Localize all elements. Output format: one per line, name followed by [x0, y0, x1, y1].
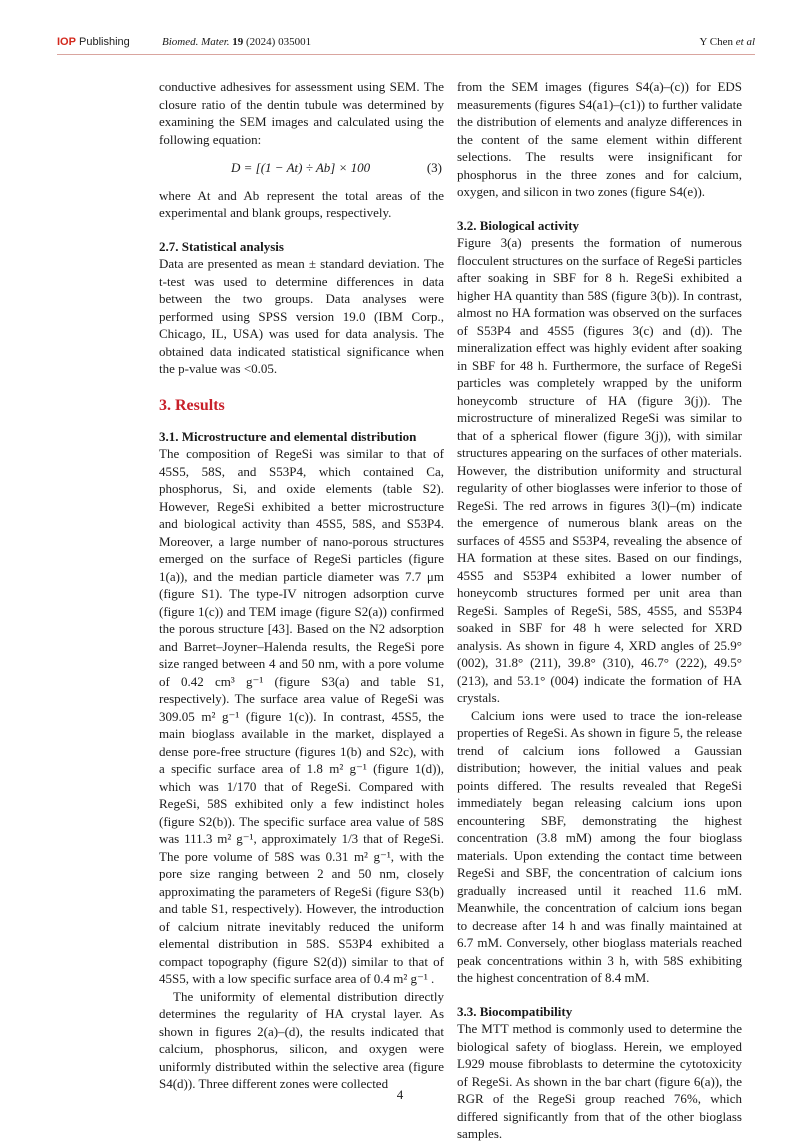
journal-name: Biomed. Mater. [162, 36, 230, 48]
journal-year-article: (2024) 035001 [246, 36, 312, 48]
author-etal: et al [735, 36, 755, 48]
journal-citation [162, 36, 311, 48]
section-heading-3-1: 3.1. Microstructure and elemental distribution [159, 428, 417, 444]
paragraph: Figure 3(a) presents the formation of numerous flocculent structures on the surface of RegeSi particles after soaking in SBF for 8 h. RegeSi exhibited a higher HA quantity than 58S (figure 3(b)). In contrast, almost no HA formation was observed on the surfaces of S53P4 and 45S5 (figures 3(c) and (d)). The mineralization effect was highly evident after soaking in SBF for 48 h. Furthermore, the surface of RegeSi particles was completely wrapped by the uniform honeycomb structure of HA (figure 3(j)). The microstructure of mineralized RegeSi was similar to that of a spherical flower (figure 3(j)), with similar structures appearing on the surfaces of other materials. However, the distribution uniformity and structural regularity of other bioglasses were inferior to those of RegeSi. The red arrows in figures 3(l)–(m) indicate the emergence of numerous blank areas on the surfaces of 45S5 and S53P4, revealing the absence of HA formation at these sites. Based on our findings, 45S5 and S53P4 exhibited a lower number of honeycomb structures formed per unit area than RegeSi. Samples of RegeSi, 58S, 45S5, and S53P4 soaked in SBF for 48 h were selected for XRD analysis. As shown in figure 4, XRD angles of 25.9° (002), 31.8° (211), 39.8° (310), 46.7° (222), 49.5° (213), and 53.1° (004) indicate the formation of HA crystals. [457, 235, 742, 705]
page-number: 4 [396, 1087, 404, 1102]
section-heading-2-7: 2.7. Statistical analysis [159, 238, 284, 254]
right-column [457, 78, 742, 1143]
paragraph: from the SEM images (figures S4(a)–(c)) for EDS measurements (figures S4(a1)–(c1)) to further validate the distribution of elements and analyze differences in the content of the same element within different selections. The results were insignificant for phosphorus in the three zones and for calcium, oxygen, and silicon in two zones (figure S4(e)). [457, 79, 742, 199]
paragraph: The MTT method is commonly used to determine the biological safety of bioglass. Herein, we employed L929 mouse fibroblasts to determine the cytotoxicity of RegeSi. As shown in the bar chart (figure 6(a)), the RGR of the RegeSi group reached 76%, which differed significantly from that of the other bioglass samples. [457, 1021, 742, 1141]
paragraph: Calcium ions were used to trace the ion-release properties of RegeSi. As shown in figure 5, the release trend of calcium ions followed a Gaussian distribution; however, the initial values and peak points differed. The results revealed that RegeSi immediately began releasing calcium ions upon encountering SBF, demonstrating the highest concentration (3.8 mM) among the four bioglass materials. Upon extending the contact time between RegeSi and SBF, the concentration of calcium ions gradually increased until it reached 11.6 mM. Meanwhile, the concentration of calcium ions began to decrease after 14 h and was finally maintained at 6.7 mM. Conversely, other bioglass materials reached peak concentrations within 3 h, with 58S exhibiting the highest concentration of 8.4 mM. [457, 707, 742, 985]
equation-number: (3) [426, 160, 442, 175]
header-rule [57, 54, 755, 55]
equation [159, 159, 444, 177]
paragraph: Data are presented as mean ± standard deviation. The t-test was used to determine differences in data between the two groups. Data analyses were performed using SPSS version 19.0 (IBM Corp., Chicago, IL, USA) was used for data analysis. The obtained data indicated statistical significance when the p-value was <0.05. [159, 256, 444, 376]
running-header [57, 36, 755, 52]
paragraph: where At and Ab represent the total areas of the experimental and blank groups, respectively. [159, 187, 444, 220]
left-column [159, 78, 444, 1093]
section-heading-3-3: 3.3. Biocompatibility [457, 1003, 573, 1019]
equation-formula: D = [(1 − At) ÷ Ab] × 100 [231, 160, 371, 175]
author-line [699, 36, 755, 48]
logo-iop: IOP [57, 36, 76, 48]
journal-volume: 19 [232, 36, 244, 48]
section-heading-3-2: 3.2. Biological activity [457, 217, 580, 233]
paragraph: conductive adhesives for assessment using SEM. The closure ratio of the dentin tubule was determined by examining the SEM images and calculated using the following equation: [159, 79, 444, 147]
logo-publishing: Publishing [79, 36, 130, 48]
paragraph: The composition of RegeSi was similar to that of 45S5, 58S, and S53P4, which contained Ca, phosphorus, Si, and oxide elements (table S2). However, RegeSi exhibited a better microstructure and biological activity than 45S5, 58S, and S53P4. Moreover, a large number of nano-porous structures emerged on the surface of RegeSi particles (figure 1(a)), and the median particle diameter was 7.7 μm (figure S1). The type-IV nitrogen adsorption curve (figure 1(c)) and TEM image (figure S2(a)) confirmed the porous structure [43]. Based on the N2 adsorption and Barret–Joyner–Halenda results, the RegeSi pore size ranged between 4 and 50 nm, with a pore volume of 0.42 cm³ g⁻¹ (figure S3(a) and table S1, respectively). The surface area value of RegeSi was 309.05 m² g⁻¹ (figure 1(c)). In contrast, 45S5, the main bioglass available in the market, displayed a dense pore-free structure (figures 1(b) and S2c), with a specific surface area of 1.8 m² g⁻¹ (figure 1(d)), which was 1/170 that of RegeSi. Compared with RegeSi, 58S exhibited only a few indistinct holes (figure S2(b)). The specific surface area value of 58S was 111.3 m² g⁻¹, approximately 1/3 that of RegeSi. The pore volume of 58S was 0.31 m² g⁻¹, with the pore size ranging between 2 and 50 nm, closely approximating the parameters of RegeSi (figure S3(b) and table S1, respectively). However, the introduction of calcium nitrate inevitably reduced the uniform elemental distribution in 58S. S53P4 exhibited a compact topography (figure S2(d)) similar to that of 45S5, with a low specific surface area of 0.4 m² g⁻¹ . [159, 446, 444, 986]
author-name: Y Chen [699, 36, 733, 48]
section-heading-3: 3. Results [159, 396, 225, 414]
paragraph: The uniformity of elemental distribution directly determines the regularity of HA crystal layer. As shown in figures 2(a)–(d), the results indicated that calcium, phosphorus, silicon, and oxygen were uniformly distributed within the selective area (figure S4(d)). Three different zones were collected [159, 988, 444, 1091]
publisher-logo [57, 36, 130, 48]
